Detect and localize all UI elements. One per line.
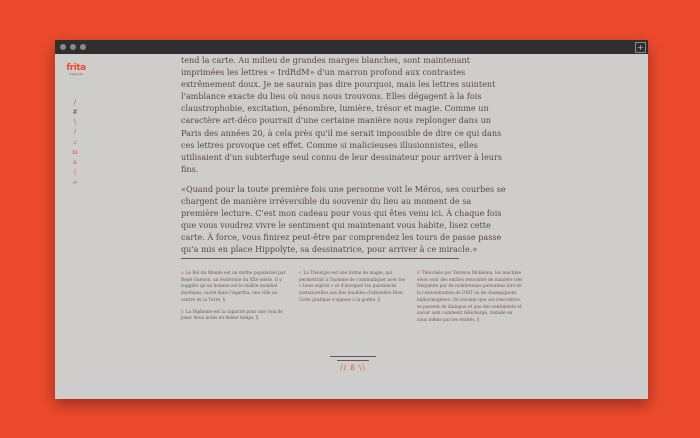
footnote-mark: d [417, 271, 420, 276]
ornament-line [337, 360, 369, 361]
footnote-column [417, 271, 523, 330]
ornament-glyph: // ß \\ [340, 364, 366, 372]
footnote-text: Théorisés par Terence McKenna, les machine elves sont des entités rencontré de manière très fréquente par de nombreuses personnes lors de la consommation de DMT ou de champignons hallucinogènes. On raconte que ces rencontres, se passent de dialogue et que des sentiments et savoir sont comment téléchargé, installé en nous même par les entités. § [417, 271, 523, 323]
footnote [181, 271, 287, 305]
browser-window [55, 40, 648, 399]
logo-text: frita [66, 63, 86, 73]
footnote-column [299, 271, 405, 330]
footnote-divider [181, 258, 459, 259]
paragraph: tend la carte. Au milieu de grandes marges blanches, sont maintenant imprimées les lettres « IrdRdM» d'un marron profond aux contrastes extrêmement doux. Je ne saurais pas dire pourquoi, mais les lettres suintent l'amblance exacte du lieu où nous nous trouvons. Elles dégagent à la fois claustrophobie, excitation, pénombre, lumière, trésor et magie. Comme un caractère art-déco pourrait d'une certaine manière nous replonger dans un Paris des années 20, à cela près qu'il me serait impossible de dire ce qui dans ces lettres provoque cet effet. Comme si malicieuses illusionnistes, elles utilisaient d'un subterfuge seul connu de leur dessinateur pour arriver à leurs fins. [181, 55, 503, 174]
side-nav-item[interactable]: | [73, 169, 77, 176]
site-logo[interactable] [64, 63, 88, 76]
new-tab-plus-icon[interactable]: + [635, 42, 646, 53]
footnote [417, 271, 523, 325]
footnote [299, 271, 405, 305]
footnote-mark: a [181, 271, 184, 276]
side-nav [65, 98, 85, 188]
logo-subtitle: hippolyte [68, 72, 83, 76]
footnote-mark: b [181, 309, 184, 315]
footnote-text: La Diphonie est la capacité pour une voix de jouer deux notes en même temps. § [181, 309, 283, 322]
window-dot-minimize[interactable] [70, 44, 76, 50]
side-nav-item[interactable]: / [73, 99, 77, 106]
side-nav-item[interactable]: m [72, 149, 78, 156]
footnote-text: Le Roi du Monde est un mythe popularisé par René Guenon, un ésotériste du XXe siècle. Il y suggère qu'un homme est le maître mondial mystique, caché dans l'Agartha, une ville au centre de la Terre. § [181, 271, 286, 303]
side-nav-item[interactable]: # [72, 109, 78, 116]
ornament-line [330, 356, 376, 357]
side-nav-item[interactable]: \ [73, 119, 77, 126]
side-nav-item[interactable]: a [73, 159, 77, 166]
window-dot-close[interactable] [60, 44, 66, 50]
footnote-text: La Théurgie est une forme de magie, qui permettrait à l'homme de communiquer avec les « bons esprits » et d'invoquer les puissances surnaturelles aux fins louables d'atteindre Dieu. Cette pratique s'oppose à la goétie. § [299, 271, 406, 303]
article-body [181, 54, 506, 264]
page-end-ornament [330, 356, 376, 372]
footnote-column [181, 271, 287, 330]
side-nav-item[interactable]: / [73, 129, 77, 136]
side-nav-item[interactable]: ∞ [72, 179, 78, 186]
window-titlebar [55, 40, 648, 54]
paragraph: «Quand pour la toute première fois une personne voit le Méros, ses courbes se chargent de manière irréversible du souvenir du lieu au moment de sa première lecture. C'est mon cadeau pour vous qui êtes venu ici. À chaque fois que vous voudrez vivre le sentiment qui maintenant vous habite, lisez cette carte. À force, vous finirez peut-être par comprendez les tours de passe passe qu'a mis en place Hippolyte, sa dessinatrice, pour arriver à ce miracle.» [181, 183, 506, 255]
footnote-mark: c [299, 271, 302, 276]
side-nav-item[interactable]: ∠ [72, 139, 78, 146]
footnotes [181, 271, 523, 330]
window-dot-maximize[interactable] [80, 44, 86, 50]
footnote [181, 310, 287, 323]
page-content [55, 54, 648, 399]
